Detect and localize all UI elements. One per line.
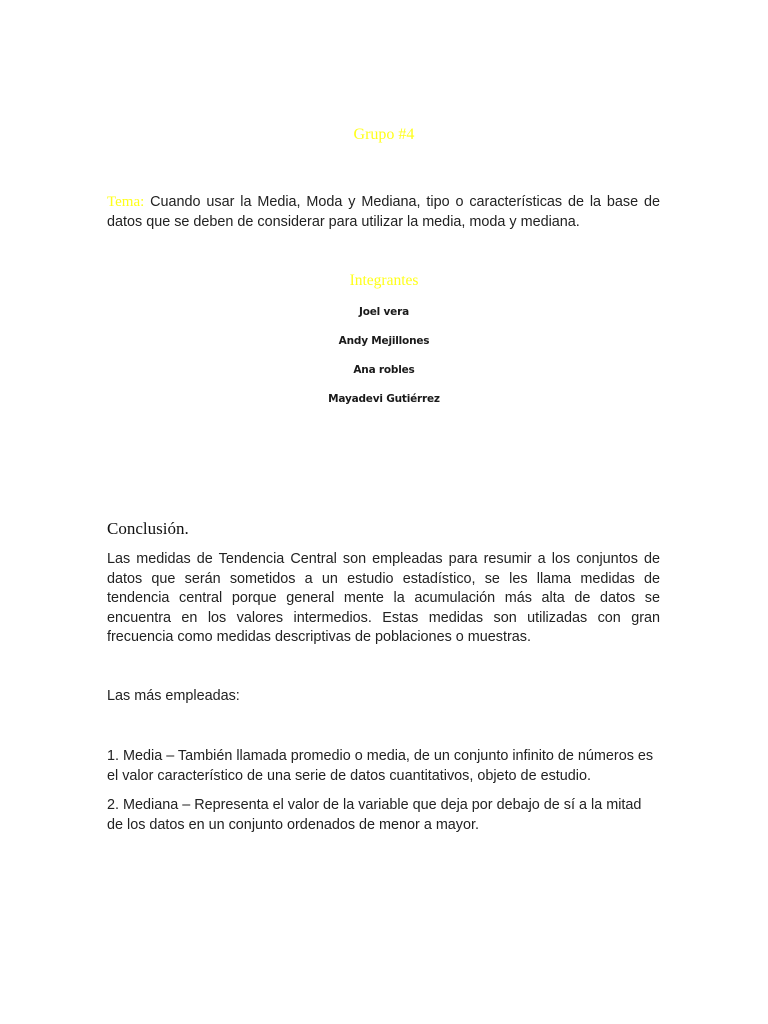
topic-paragraph bbox=[107, 192, 660, 232]
member-name: Andy Mejillones bbox=[338, 335, 430, 347]
member-name: Joel vera bbox=[359, 306, 409, 318]
member-name: Ana robles bbox=[353, 364, 415, 376]
members-title: Integrantes bbox=[349, 272, 419, 289]
topic-label: Tema: bbox=[107, 194, 145, 210]
member-name: Mayadevi Gutiérrez bbox=[328, 393, 440, 405]
group-title: Grupo #4 bbox=[353, 126, 415, 143]
topic-text: Cuando usar la Media, Moda y Mediana, tipo o características de la base de datos que se deben de considerar para utilizar la media, moda y mediana. bbox=[107, 194, 660, 230]
conclusion-heading: Conclusión. bbox=[107, 519, 189, 538]
conclusion-paragraph: Las medidas de Tendencia Central son empleadas para resumir a los conjuntos de datos que serán sometidos a un estudio estadístico, se les llama medidas de tendencia central porque general mente la acumulación más alta de datos se encuentra en los valores intermedios. Estas medidas son utilizadas con gran frecuencia como medidas descriptivas de poblaciones o muestras. bbox=[107, 551, 660, 645]
most-used-label: Las más empleadas: bbox=[107, 688, 240, 704]
list-item: 2. Mediana – Representa el valor de la variable que deja por debajo de sí a la mitad de los datos en un conjunto ordenados de menor a mayor. bbox=[107, 797, 642, 833]
list-item: 1. Media – También llamada promedio o media, de un conjunto infinito de números es el valor característico de una serie de datos cuantitativos, objeto de estudio. bbox=[107, 748, 654, 784]
